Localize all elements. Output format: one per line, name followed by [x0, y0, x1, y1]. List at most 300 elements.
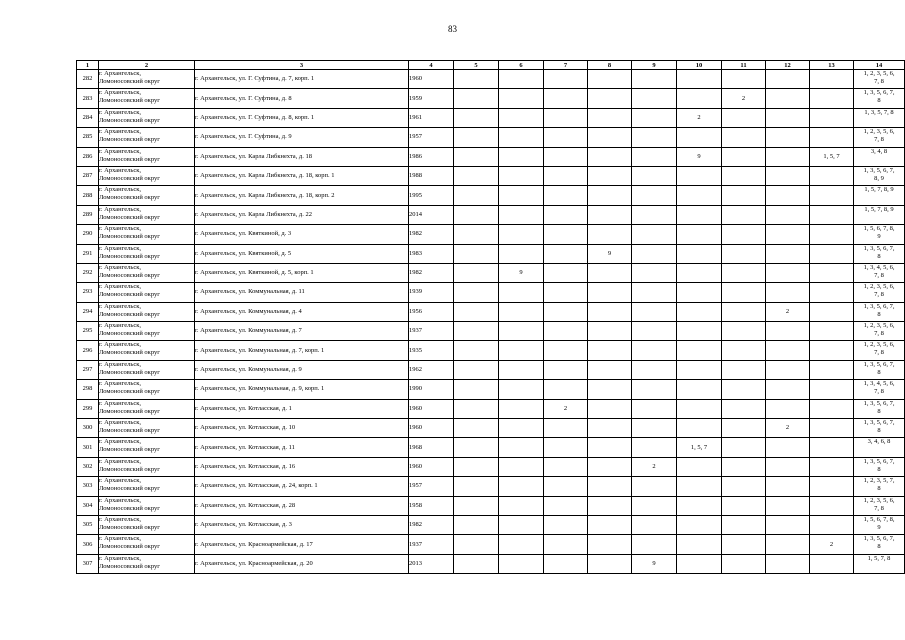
- col6-cell: [499, 438, 544, 457]
- col14-cell: 1, 3, 5, 6, 7, 8: [854, 244, 905, 263]
- col11-cell: [722, 496, 766, 515]
- col11-cell: [722, 225, 766, 244]
- col7-cell: [544, 166, 588, 185]
- district-cell: г. Архангельск, Ломоносовский округ: [99, 108, 195, 127]
- col10-cell: [677, 302, 722, 321]
- col12-cell: [766, 225, 810, 244]
- col11-cell: [722, 128, 766, 147]
- row-number: 287: [77, 166, 99, 185]
- col10-cell: [677, 89, 722, 108]
- row-number: 304: [77, 496, 99, 515]
- col14-cell: 1, 3, 5, 6, 7, 8: [854, 89, 905, 108]
- row-number: 302: [77, 457, 99, 476]
- col5-cell: [454, 419, 499, 438]
- col13-cell: [810, 399, 854, 418]
- col13-cell: [810, 244, 854, 263]
- col9-cell: [632, 535, 677, 554]
- col6-cell: [499, 225, 544, 244]
- col5-cell: [454, 147, 499, 166]
- col14-cell: 1, 3, 5, 6, 7, 8: [854, 457, 905, 476]
- year-cell: 1960: [409, 457, 454, 476]
- table-row: [77, 515, 905, 534]
- col13-cell: [810, 89, 854, 108]
- district-cell: г. Архангельск, Ломоносовский округ: [99, 147, 195, 166]
- col14-cell: 1, 2, 3, 5, 6, 7, 8: [854, 283, 905, 302]
- row-number: 296: [77, 341, 99, 360]
- district-cell: г. Архангельск, Ломоносовский округ: [99, 438, 195, 457]
- col5-cell: [454, 360, 499, 379]
- col8-cell: [588, 360, 632, 379]
- table-row: [77, 244, 905, 263]
- col12-cell: [766, 205, 810, 224]
- col9-cell: [632, 515, 677, 534]
- col7-cell: [544, 554, 588, 573]
- col5-cell: [454, 89, 499, 108]
- address-cell: г. Архангельск, ул. Г. Суфтина, д. 8, корп. 1: [195, 108, 409, 127]
- col5-cell: [454, 457, 499, 476]
- col6-cell: [499, 244, 544, 263]
- col8-cell: [588, 205, 632, 224]
- address-cell: г. Архангельск, ул. Квяткиной, д. 3: [195, 225, 409, 244]
- col11-cell: [722, 477, 766, 496]
- col14-cell: 1, 3, 5, 7, 8: [854, 108, 905, 127]
- col11-cell: [722, 438, 766, 457]
- col11-cell: [722, 302, 766, 321]
- col6-cell: [499, 186, 544, 205]
- district-cell: г. Архангельск, Ломоносовский округ: [99, 554, 195, 573]
- row-number: 303: [77, 477, 99, 496]
- year-cell: 1956: [409, 302, 454, 321]
- col9-cell: [632, 128, 677, 147]
- col7-cell: [544, 263, 588, 282]
- column-header-6: 6: [499, 61, 544, 70]
- district-cell: г. Архангельск, Ломоносовский округ: [99, 283, 195, 302]
- row-number: 300: [77, 419, 99, 438]
- col10-cell: 9: [677, 147, 722, 166]
- year-cell: 1958: [409, 496, 454, 515]
- col9-cell: [632, 399, 677, 418]
- col8-cell: [588, 70, 632, 89]
- col5-cell: [454, 477, 499, 496]
- table-row: [77, 322, 905, 341]
- year-cell: 1957: [409, 477, 454, 496]
- col14-cell: 1, 2, 3, 5, 6, 7, 8: [854, 70, 905, 89]
- col10-cell: [677, 515, 722, 534]
- column-header-8: 8: [588, 61, 632, 70]
- district-cell: г. Архангельск, Ломоносовский округ: [99, 419, 195, 438]
- col14-cell: 1, 3, 4, 5, 6, 7, 8: [854, 380, 905, 399]
- district-cell: г. Архангельск, Ломоносовский округ: [99, 244, 195, 263]
- col5-cell: [454, 341, 499, 360]
- year-cell: 1986: [409, 147, 454, 166]
- col6-cell: [499, 515, 544, 534]
- col10-cell: [677, 341, 722, 360]
- district-cell: г. Архангельск, Ломоносовский округ: [99, 535, 195, 554]
- year-cell: 1988: [409, 166, 454, 185]
- col10-cell: [677, 205, 722, 224]
- col8-cell: [588, 535, 632, 554]
- col9-cell: [632, 283, 677, 302]
- col8-cell: [588, 496, 632, 515]
- table-row: [77, 70, 905, 89]
- col5-cell: [454, 205, 499, 224]
- col10-cell: [677, 399, 722, 418]
- col5-cell: [454, 535, 499, 554]
- col9-cell: [632, 244, 677, 263]
- col7-cell: [544, 147, 588, 166]
- col8-cell: [588, 457, 632, 476]
- year-cell: 1982: [409, 263, 454, 282]
- col5-cell: [454, 244, 499, 263]
- table-row: [77, 186, 905, 205]
- col7-cell: [544, 438, 588, 457]
- col5-cell: [454, 108, 499, 127]
- col12-cell: [766, 244, 810, 263]
- district-cell: г. Архангельск, Ломоносовский округ: [99, 89, 195, 108]
- col8-cell: [588, 438, 632, 457]
- col14-cell: 3, 4, 8: [854, 147, 905, 166]
- year-cell: 2014: [409, 205, 454, 224]
- table-row: [77, 89, 905, 108]
- table-row: [77, 554, 905, 573]
- col8-cell: [588, 283, 632, 302]
- col6-cell: [499, 205, 544, 224]
- row-number: 301: [77, 438, 99, 457]
- col9-cell: [632, 108, 677, 127]
- col8-cell: [588, 89, 632, 108]
- row-number: 282: [77, 70, 99, 89]
- year-cell: 1995: [409, 186, 454, 205]
- district-cell: г. Архангельск, Ломоносовский округ: [99, 225, 195, 244]
- column-header-7: 7: [544, 61, 588, 70]
- table-row: [77, 108, 905, 127]
- col12-cell: [766, 341, 810, 360]
- row-number: 291: [77, 244, 99, 263]
- header-row: [77, 61, 905, 70]
- row-number: 294: [77, 302, 99, 321]
- row-number: 285: [77, 128, 99, 147]
- col14-cell: 1, 2, 3, 5, 6, 7, 8: [854, 341, 905, 360]
- col13-cell: [810, 554, 854, 573]
- district-cell: г. Архангельск, Ломоносовский округ: [99, 205, 195, 224]
- district-cell: г. Архангельск, Ломоносовский округ: [99, 263, 195, 282]
- address-cell: г. Архангельск, ул. Коммунальная, д. 9, корп. 1: [195, 380, 409, 399]
- col12-cell: [766, 147, 810, 166]
- col14-cell: 1, 2, 3, 5, 6, 7, 8: [854, 496, 905, 515]
- col10-cell: 1, 5, 7: [677, 438, 722, 457]
- column-header-4: 4: [409, 61, 454, 70]
- district-cell: г. Архангельск, Ломоносовский округ: [99, 399, 195, 418]
- col14-cell: 1, 2, 3, 5, 7, 8: [854, 477, 905, 496]
- year-cell: 1937: [409, 322, 454, 341]
- col11-cell: [722, 283, 766, 302]
- col13-cell: [810, 341, 854, 360]
- col10-cell: [677, 535, 722, 554]
- col8-cell: [588, 128, 632, 147]
- district-cell: г. Архангельск, Ломоносовский округ: [99, 70, 195, 89]
- col6-cell: [499, 535, 544, 554]
- address-cell: г. Архангельск, ул. Коммунальная, д. 7: [195, 322, 409, 341]
- col5-cell: [454, 399, 499, 418]
- col6-cell: [499, 70, 544, 89]
- col9-cell: [632, 438, 677, 457]
- column-header-2: 2: [99, 61, 195, 70]
- col8-cell: [588, 341, 632, 360]
- year-cell: 1960: [409, 70, 454, 89]
- address-cell: г. Архангельск, ул. Квяткиной, д. 5: [195, 244, 409, 263]
- col14-cell: 1, 3, 5, 6, 7, 8: [854, 399, 905, 418]
- row-number: 307: [77, 554, 99, 573]
- col8-cell: [588, 108, 632, 127]
- row-number: 299: [77, 399, 99, 418]
- col6-cell: [499, 419, 544, 438]
- col9-cell: [632, 89, 677, 108]
- year-cell: 2013: [409, 554, 454, 573]
- col11-cell: [722, 380, 766, 399]
- col9-cell: [632, 70, 677, 89]
- address-cell: г. Архангельск, ул. Котласская, д. 24, корп. 1: [195, 477, 409, 496]
- table-row: [77, 302, 905, 321]
- address-cell: г. Архангельск, ул. Квяткиной, д. 5, корп. 1: [195, 263, 409, 282]
- col11-cell: [722, 457, 766, 476]
- col14-cell: 1, 3, 5, 6, 7, 8: [854, 419, 905, 438]
- col7-cell: [544, 205, 588, 224]
- column-header-9: 9: [632, 61, 677, 70]
- col6-cell: [499, 128, 544, 147]
- col13-cell: [810, 302, 854, 321]
- row-number: 286: [77, 147, 99, 166]
- col6-cell: [499, 457, 544, 476]
- col8-cell: [588, 380, 632, 399]
- col10-cell: [677, 244, 722, 263]
- col5-cell: [454, 496, 499, 515]
- address-cell: г. Архангельск, ул. Котласская, д. 3: [195, 515, 409, 534]
- col9-cell: [632, 322, 677, 341]
- col10-cell: [677, 225, 722, 244]
- col14-cell: 1, 3, 5, 6, 7, 8: [854, 302, 905, 321]
- row-number: 293: [77, 283, 99, 302]
- year-cell: 1983: [409, 244, 454, 263]
- district-cell: г. Архангельск, Ломоносовский округ: [99, 477, 195, 496]
- col11-cell: [722, 341, 766, 360]
- col14-cell: 1, 5, 6, 7, 8, 9: [854, 225, 905, 244]
- address-cell: г. Архангельск, ул. Котласская, д. 28: [195, 496, 409, 515]
- col10-cell: [677, 477, 722, 496]
- table-row: [77, 263, 905, 282]
- col5-cell: [454, 166, 499, 185]
- col12-cell: 2: [766, 302, 810, 321]
- col5-cell: [454, 225, 499, 244]
- col13-cell: [810, 225, 854, 244]
- col8-cell: [588, 477, 632, 496]
- column-header-5: 5: [454, 61, 499, 70]
- row-number: 290: [77, 225, 99, 244]
- col9-cell: [632, 166, 677, 185]
- col9-cell: [632, 360, 677, 379]
- district-cell: г. Архангельск, Ломоносовский округ: [99, 496, 195, 515]
- col5-cell: [454, 283, 499, 302]
- col8-cell: [588, 419, 632, 438]
- col11-cell: 2: [722, 89, 766, 108]
- col14-cell: 1, 2, 3, 5, 6, 7, 8: [854, 322, 905, 341]
- col7-cell: [544, 496, 588, 515]
- col12-cell: [766, 399, 810, 418]
- col8-cell: [588, 399, 632, 418]
- col7-cell: [544, 108, 588, 127]
- col12-cell: [766, 322, 810, 341]
- col13-cell: [810, 166, 854, 185]
- col12-cell: [766, 186, 810, 205]
- col8-cell: [588, 263, 632, 282]
- district-cell: г. Архангельск, Ломоносовский округ: [99, 380, 195, 399]
- col10-cell: [677, 166, 722, 185]
- address-cell: г. Архангельск, ул. Г. Суфтина, д. 8: [195, 89, 409, 108]
- col8-cell: [588, 302, 632, 321]
- col11-cell: [722, 399, 766, 418]
- col7-cell: [544, 457, 588, 476]
- col12-cell: [766, 70, 810, 89]
- col12-cell: [766, 477, 810, 496]
- year-cell: 1968: [409, 438, 454, 457]
- col13-cell: [810, 108, 854, 127]
- col7-cell: [544, 89, 588, 108]
- col7-cell: [544, 419, 588, 438]
- address-cell: г. Архангельск, ул. Карла Либкнехта, д. 22: [195, 205, 409, 224]
- address-cell: г. Архангельск, ул. Красноармейская, д. 17: [195, 535, 409, 554]
- col8-cell: [588, 515, 632, 534]
- col11-cell: [722, 419, 766, 438]
- col12-cell: 2: [766, 419, 810, 438]
- col9-cell: [632, 341, 677, 360]
- address-cell: г. Архангельск, ул. Г. Суфтина, д. 7, корп. 1: [195, 70, 409, 89]
- col12-cell: [766, 108, 810, 127]
- table-row: [77, 166, 905, 185]
- col14-cell: 1, 5, 7, 8: [854, 554, 905, 573]
- col9-cell: [632, 147, 677, 166]
- col12-cell: [766, 515, 810, 534]
- address-cell: г. Архангельск, ул. Котласская, д. 16: [195, 457, 409, 476]
- col6-cell: [499, 380, 544, 399]
- col11-cell: [722, 322, 766, 341]
- col6-cell: [499, 166, 544, 185]
- col5-cell: [454, 515, 499, 534]
- col5-cell: [454, 380, 499, 399]
- year-cell: 1935: [409, 341, 454, 360]
- col13-cell: [810, 380, 854, 399]
- col5-cell: [454, 186, 499, 205]
- table-row: [77, 535, 905, 554]
- col11-cell: [722, 147, 766, 166]
- col9-cell: 9: [632, 554, 677, 573]
- col10-cell: [677, 360, 722, 379]
- col8-cell: [588, 225, 632, 244]
- col5-cell: [454, 128, 499, 147]
- table-row: [77, 477, 905, 496]
- col7-cell: [544, 244, 588, 263]
- district-cell: г. Архангельск, Ломоносовский округ: [99, 302, 195, 321]
- col10-cell: [677, 419, 722, 438]
- col9-cell: [632, 380, 677, 399]
- table-row: [77, 496, 905, 515]
- col11-cell: [722, 554, 766, 573]
- col13-cell: [810, 128, 854, 147]
- col10-cell: [677, 322, 722, 341]
- registry-table: [76, 60, 905, 574]
- year-cell: 1959: [409, 89, 454, 108]
- col11-cell: [722, 166, 766, 185]
- col12-cell: [766, 263, 810, 282]
- col6-cell: [499, 360, 544, 379]
- col14-cell: 1, 3, 5, 6, 7, 8: [854, 535, 905, 554]
- col10-cell: [677, 283, 722, 302]
- column-header-10: 10: [677, 61, 722, 70]
- col10-cell: [677, 70, 722, 89]
- col12-cell: [766, 496, 810, 515]
- column-header-3: 3: [195, 61, 409, 70]
- column-header-1: 1: [77, 61, 99, 70]
- col5-cell: [454, 438, 499, 457]
- year-cell: 1990: [409, 380, 454, 399]
- col8-cell: [588, 147, 632, 166]
- col6-cell: [499, 89, 544, 108]
- district-cell: г. Архангельск, Ломоносовский округ: [99, 166, 195, 185]
- col12-cell: [766, 380, 810, 399]
- col13-cell: [810, 186, 854, 205]
- col10-cell: 2: [677, 108, 722, 127]
- col14-cell: 1, 3, 4, 5, 6, 7, 8: [854, 263, 905, 282]
- column-header-14: 14: [854, 61, 905, 70]
- col11-cell: [722, 186, 766, 205]
- col9-cell: [632, 263, 677, 282]
- col8-cell: [588, 186, 632, 205]
- col7-cell: 2: [544, 399, 588, 418]
- row-number: 306: [77, 535, 99, 554]
- col7-cell: [544, 341, 588, 360]
- col13-cell: [810, 496, 854, 515]
- col11-cell: [722, 515, 766, 534]
- col14-cell: 3, 4, 6, 8: [854, 438, 905, 457]
- year-cell: 1960: [409, 419, 454, 438]
- address-cell: г. Архангельск, ул. Котласская, д. 11: [195, 438, 409, 457]
- col10-cell: [677, 496, 722, 515]
- address-cell: г. Архангельск, ул. Карла Либкнехта, д. 18, корп. 2: [195, 186, 409, 205]
- district-cell: г. Архангельск, Ломоносовский округ: [99, 341, 195, 360]
- col9-cell: 2: [632, 457, 677, 476]
- table-row: [77, 128, 905, 147]
- col12-cell: [766, 438, 810, 457]
- col12-cell: [766, 360, 810, 379]
- col5-cell: [454, 302, 499, 321]
- col5-cell: [454, 554, 499, 573]
- col11-cell: [722, 263, 766, 282]
- table-row: [77, 380, 905, 399]
- row-number: 305: [77, 515, 99, 534]
- district-cell: г. Архангельск, Ломоносовский округ: [99, 515, 195, 534]
- row-number: 298: [77, 380, 99, 399]
- col7-cell: [544, 360, 588, 379]
- col8-cell: 9: [588, 244, 632, 263]
- col6-cell: [499, 399, 544, 418]
- year-cell: 1962: [409, 360, 454, 379]
- col6-cell: 9: [499, 263, 544, 282]
- col7-cell: [544, 283, 588, 302]
- col13-cell: [810, 205, 854, 224]
- col10-cell: [677, 128, 722, 147]
- district-cell: г. Архангельск, Ломоносовский округ: [99, 457, 195, 476]
- row-number: 283: [77, 89, 99, 108]
- address-cell: г. Архангельск, ул. Карла Либкнехта, д. 18: [195, 147, 409, 166]
- col6-cell: [499, 108, 544, 127]
